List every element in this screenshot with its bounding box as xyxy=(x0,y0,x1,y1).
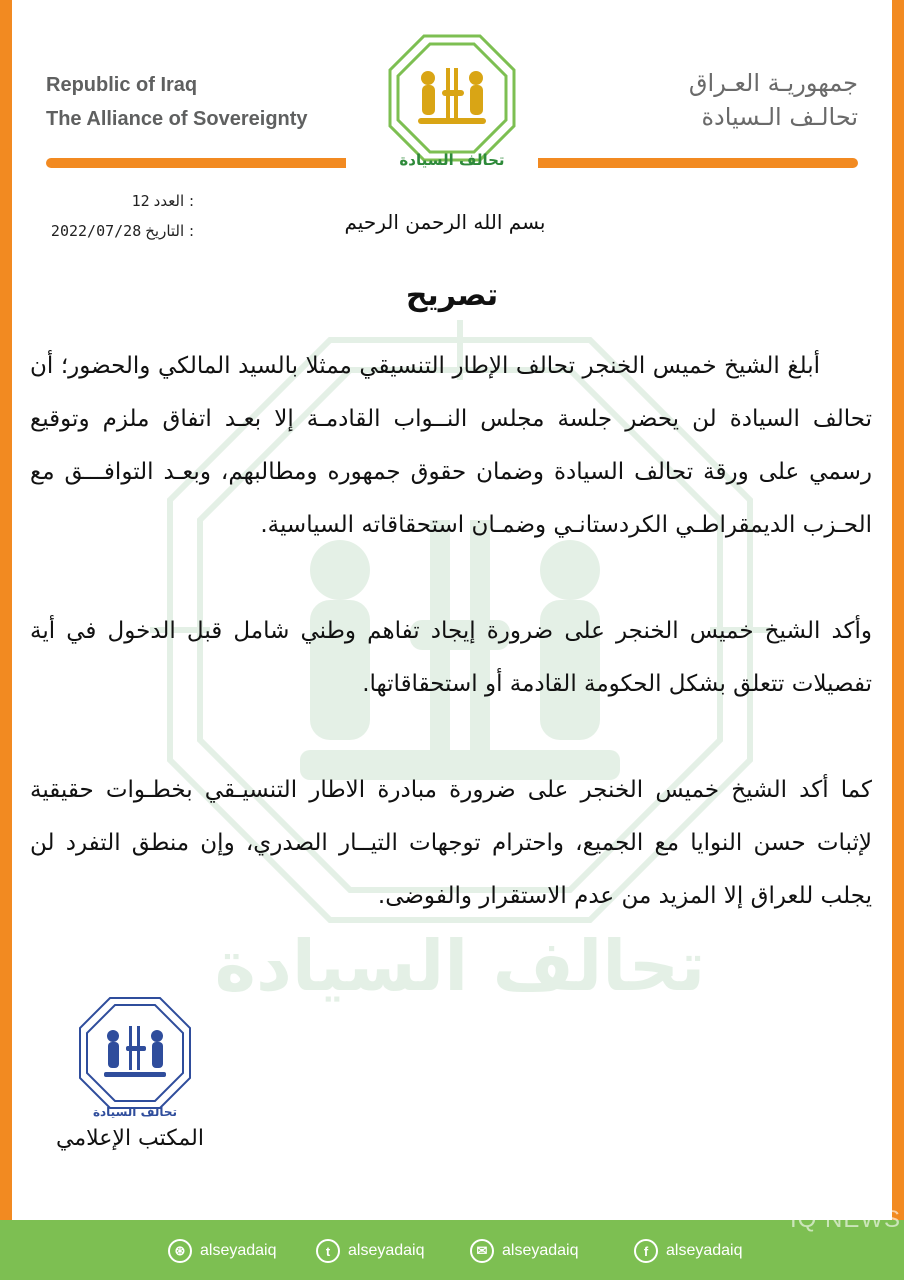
twitter-icon: t xyxy=(316,1239,340,1263)
republic-of-iraq-label: Republic of Iraq xyxy=(46,74,198,96)
document-number-label: العدد : xyxy=(153,192,194,210)
document-date-label: التاريخ : xyxy=(145,222,194,240)
svg-text:تحالف السيادة: تحالف السيادة xyxy=(214,925,706,1007)
signature-logo-icon xyxy=(76,994,194,1118)
document-date xyxy=(24,216,194,246)
paragraph-3: كما أكد الشيخ خميس الخنجر على ضرورة مبادرة الاطار التنسيـقي بخطـوات حقيقية لإثبات حسن النوايا مع الجميع، واحترام توجهات التيــار الصدري، وإن منطق التفرد لن يجلب للعراق إلا المزيد من عدم الاستقرار والفوضى. xyxy=(30,777,872,909)
alliance-name-arabic: تحالـف الـسيادة xyxy=(701,103,858,131)
document-date-value: 2022/07/28 xyxy=(50,222,142,240)
header-english xyxy=(46,68,346,136)
social-facebook[interactable] xyxy=(634,1236,743,1266)
alliance-logo-icon xyxy=(386,32,518,172)
document-number xyxy=(24,186,194,216)
paragraph-1: أبلغ الشيخ خميس الخنجر تحالف الإطار التنسيقي ممثلا بالسيد المالكي والحضور؛ أن تحالف السيادة لن يحضر جلسة مجلس النــواب القادمـة إلا بعـد اتفاق ملزم وتوقيع رسمي على ورقة تحالف السيادة وضمان حقوق جمهوره ومطالبهم، وبعـد التوافـــق مع الحـزب الديمقراطـي الكردستانـي وضمـان استحقاقاته السياسية. xyxy=(30,353,872,538)
paragraph-2: وأكد الشيخ خميس الخنجر على ضرورة إيجاد تفاهم وطني شامل قبل الدخول في أية تفصيلات تتعلق بشكل الحكومة القادمة أو استحقاقاتها. xyxy=(30,618,872,697)
dribbble-icon: ⊛ xyxy=(168,1239,192,1263)
media-office-signature: المكتب الإعلامي xyxy=(56,1126,204,1151)
social-twitter[interactable] xyxy=(316,1236,425,1266)
social-handle: alseyadaiq xyxy=(502,1242,579,1259)
social-handle: alseyadaiq xyxy=(200,1242,277,1259)
news-watermark: IQ NEWS xyxy=(790,1206,902,1233)
signature-logo-caption: تحالف السيادة xyxy=(92,1105,178,1118)
right-orange-border xyxy=(892,0,904,1224)
header-arabic xyxy=(558,66,858,134)
republic-of-iraq-arabic: جمهوريـة العـراق xyxy=(688,69,858,97)
statement-body xyxy=(30,340,872,923)
social-email[interactable] xyxy=(470,1236,579,1266)
social-handle: alseyadaiq xyxy=(348,1242,425,1259)
document-number-value: 12 xyxy=(131,192,150,210)
alliance-name-label: The Alliance of Sovereignty xyxy=(46,108,308,130)
facebook-icon: f xyxy=(634,1239,658,1263)
document-meta xyxy=(24,186,194,246)
header-rule-left xyxy=(46,158,346,168)
email-icon: ✉ xyxy=(470,1239,494,1263)
left-orange-border xyxy=(0,0,12,1224)
statement-title: تصريح xyxy=(405,278,499,313)
social-handle: alseyadaiq xyxy=(666,1242,743,1259)
footer-bar xyxy=(0,1220,904,1280)
logo-caption: تحالف السيادة xyxy=(399,151,505,169)
header-rule-right xyxy=(538,158,858,168)
basmala: بسم الله الرحمن الرحيم xyxy=(344,210,546,234)
social-dribbble[interactable] xyxy=(168,1236,277,1266)
